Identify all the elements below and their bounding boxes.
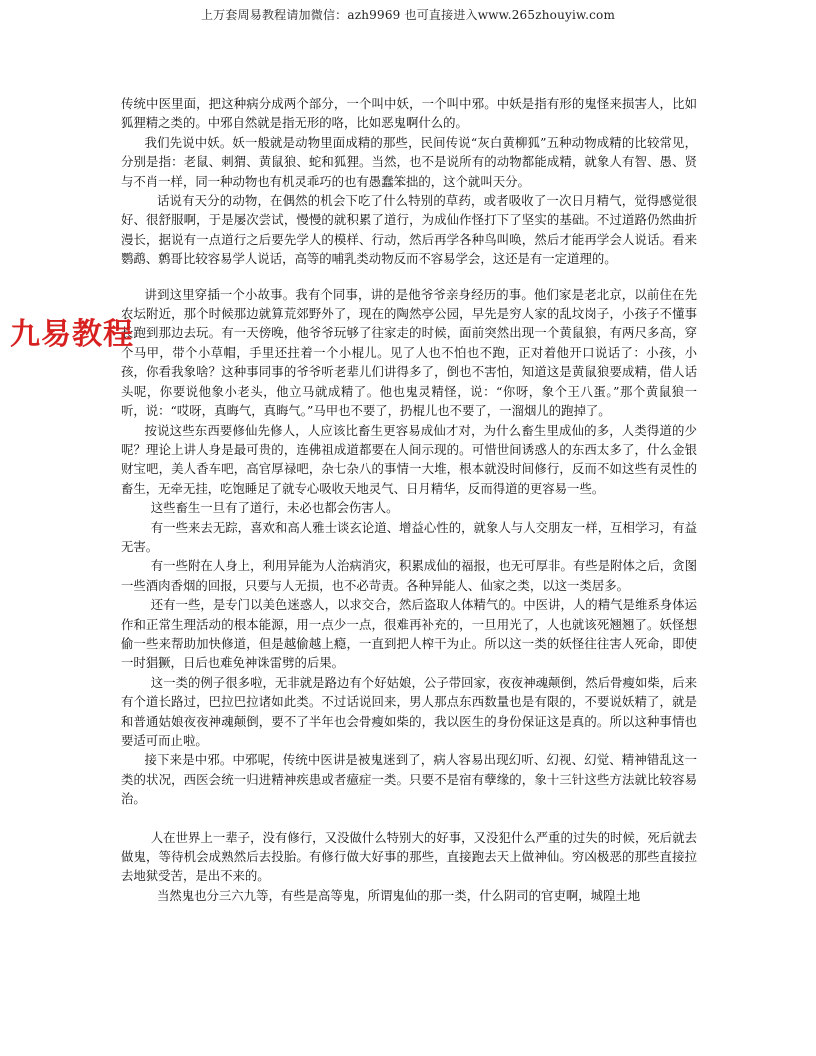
paragraph: 话说有天分的动物，在偶然的机会下吃了什么特别的草药，或者吸收了一次日月精气，觉得感觉很好、很舒服啊，于是屡次尝试，慢慢的就积累了道行，为成仙作怪打下了坚实的基础。不过道路仍然曲折漫长，据说有一点道行之后要先学人的模样、行动，然后再学各种鸟叫唤，然后才能再学会人说话。看来鹦鹉、鹩哥比较容易学人说话，高等的哺乳类动物反而不容易学会，这还是有一定道理的。 [121,193,697,267]
paragraph: 传统中医里面，把这种病分成两个部分，一个叫中妖，一个叫中邪。中妖是指有形的鬼怪来损害人，比如狐狸精之类的。中邪自然就是指无形的咯，比如恶鬼啊什么的。 [121,96,697,131]
paragraph: 讲到这里穿插一个小故事。我有个同事，讲的是他爷爷亲身经历的事。他们家是老北京，以前住在先农坛附近，那个时候那边就算荒郊野外了，现在的陶然亭公园，早先是穷人家的乱坟岗子，小孩子不懂事长跑到那边去玩。有一天傍晚，他爷爷玩够了往家走的时候，面前突然出现一个黄鼠狼，有两尺多高，穿个马甲，带个小草帽，手里还拄着一个小棍儿。见了人也不怕也不跑，正对着他开口说话了：小孩，小孩，你看我象啥？这种事同事的爷爷听老辈儿们讲得多了，倒也不害怕，知道这是黄鼠狼要成精，借人话头呢，你要说他象小老头，他立马就成精了。他也鬼灵精怪，说：“你呀，象个王八蛋。”那个黄鼠狼一听，说：“哎呀，真晦气，真晦气。”马甲也不要了，扔棍儿也不要了，一溜烟儿的跑掉了。 [121,286,697,419]
watermark-logo: 九易教程 [10,317,134,352]
document-body [121,94,697,905]
paragraph: 有一些附在人身上，利用异能为人治病消灾，积累成仙的福报，也无可厚非。有些是附体之后，贪图一些酒肉香烟的回报，只要与人无损，也不必苛责。各种异能人、仙家之类，以这一类居多。 [121,558,697,593]
paragraph: 接下来是中邪。中邪呢，传统中医讲是被鬼迷到了，病人容易出现幻听、幻视、幻觉、精神错乱这一类的状况，西医会统一归进精神疾患或者癔症一类。只要不是宿有孽缘的，象十三针这些方法就比较容易治。 [121,752,697,807]
paragraph: 我们先说中妖。妖一般就是动物里面成精的那些，民间传说“灰白黄柳狐”五种动物成精的比较常见，分别是指：老鼠、刺猬、黄鼠狼、蛇和狐狸。当然，也不是说所有的动物都能成精，就象人有智、愚、贤与不肖一样，同一种动物也有机灵乖巧的也有愚蠢笨拙的，这个就叫天分。 [121,134,697,189]
page-header: 上万套周易教程请加微信：azh9969 也可直接进入www.265zhouyiw.com [200,8,616,22]
paragraph: 这一类的例子很多啦，无非就是路边有个好姑娘，公子带回家，夜夜神魂颠倒，然后骨瘦如柴，后来有个道长路过，巴拉巴拉诸如此类。不过话说回来，男人那点东西数量也是有限的，不要说妖精了，就是和普通姑娘夜夜神魂颠倒，要不了半年也会骨瘦如柴的，我以医生的身份保证这是真的。所以这种事情也要适可而止啦。 [121,674,697,748]
paragraph-gap [121,269,697,285]
paragraph: 按说这些东西要修仙先修人，人应该比畜生更容易成仙才对，为什么畜生里成仙的多，人类得道的少呢？理论上讲人身是最可贵的，连佛祖成道都要在人间示现的。可惜世间诱惑人的东西太多了，什么金银财宝吧，美人香车吧，高官厚禄吧，杂七杂八的事情一大堆，根本就没时间修行，反而不如这些有灵性的畜生，无牵无挂，吃饱睡足了就专心吸收天地灵气、日月精华，反而得道的更容易一些。 [121,422,697,496]
paragraph: 还有一些，是专门以美色迷惑人，以求交合，然后盗取人体精气的。中医讲，人的精气是维系身体运作和正常生理活动的根本能源，用一点少一点，很难再补充的，一旦用光了，人也就该死翘翘了。妖怪想偷一些来帮助加快修道，但是越偷越上瘾，一直到把人榨干为止。所以这一类的妖怪往往害人死命，即使一时猖獗，日后也难免神诛雷劈的后果。 [121,597,697,671]
paragraph: 这些畜生一旦有了道行，未必也都会伤害人。 [150,500,399,516]
paragraph: 当然鬼也分三六九等，有些是高等鬼，所谓鬼仙的那一类，什么阴司的官吏啊，城隍土地 [156,887,641,903]
paragraph: 有一些来去无踪，喜欢和高人雅士谈玄论道、增益心性的，就象人与人交朋友一样，互相学习，有益无害。 [121,519,697,554]
paragraph: 人在世界上一辈子，没有修行，又没做什么特别大的好事，又没犯什么严重的过失的时候，死后就去做鬼，等待机会成熟然后去投胎。有修行做大好事的那些，直接跑去天上做神仙。穷凶极恶的那些直接拉去地狱受苦，是出不来的。 [121,829,697,884]
paragraph-gap [121,809,697,828]
